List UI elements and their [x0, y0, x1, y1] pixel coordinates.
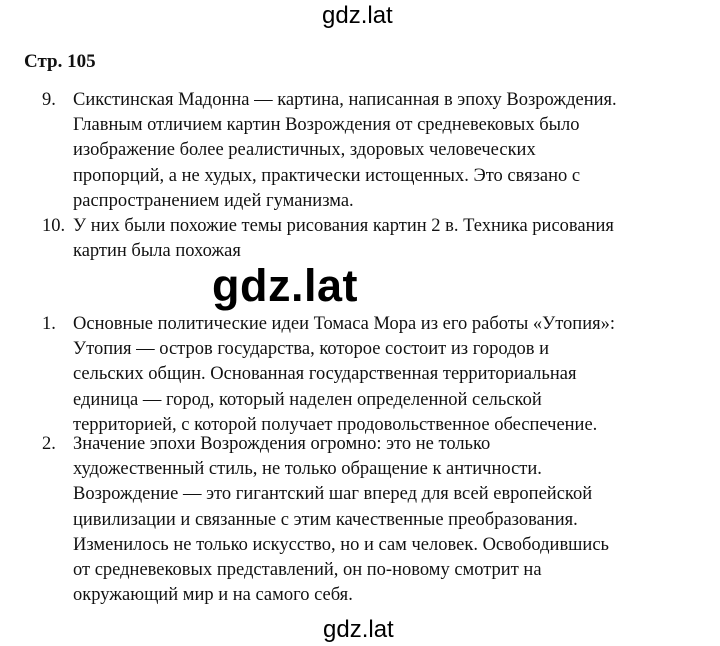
item-number: 2. [42, 434, 56, 454]
list-item-1 [42, 312, 712, 438]
list-item-9 [42, 88, 712, 214]
watermark-top: gdz.lat [322, 2, 393, 29]
page-title: Стр. 105 [24, 51, 96, 72]
item-number: 10. [42, 216, 66, 236]
item-line: У них были похожие темы рисования картин 2 в. Техника рисования [73, 216, 614, 236]
item-line: Главным отличием картин Возрождения от средневековых было [73, 115, 580, 136]
item-line: Значение эпохи Возрождения огромно: это не только [73, 434, 491, 454]
item-line: цивилизации и связанные с этим качественные преобразования. [73, 509, 578, 530]
item-line: Утопия — остров государства, которое состоит из городов и [73, 339, 549, 360]
item-line: территорией, с которой получает продовольственное обеспечение. [73, 414, 598, 435]
watermark-bottom: gdz.lat [323, 616, 394, 643]
item-line: от средневековых представлений, он по-новому смотрит на [73, 560, 542, 581]
item-line: распространением идей гуманизма. [73, 190, 354, 211]
item-line: пропорций, а не худых, практически истощенных. Это связано с [73, 165, 581, 186]
watermark-middle: gdz.lat [212, 260, 358, 311]
item-line: окружающий мир и на самого себя. [73, 585, 353, 606]
item-line: Основные политические идеи Томаса Мора из его работы «Утопия»: [73, 314, 616, 334]
item-line: Изменилось не только искусство, но и сам человек. Освободившись [73, 534, 609, 555]
list-item-2 [42, 432, 712, 608]
cropped-text-block [42, 214, 717, 264]
item-line: сельских общин. Основанная государственная территориальная [73, 364, 577, 385]
item-line: изображение более реалистичных, здоровых человеческих [73, 140, 536, 161]
item-line: единица — город, который наделен определенной сельской [73, 389, 542, 410]
item-line: Сикстинская Мадонна — картина, написанная в эпоху Возрождения. [73, 90, 617, 110]
item-line: художественный стиль, не только обращение к античности. [73, 459, 542, 480]
item-line: Возрождение — это гигантский шаг вперед для всей европейской [73, 484, 593, 505]
list-item-10 [42, 214, 717, 264]
item-line: картин была похожая [73, 241, 241, 262]
item-number: 9. [42, 90, 56, 110]
item-number: 1. [42, 314, 56, 334]
